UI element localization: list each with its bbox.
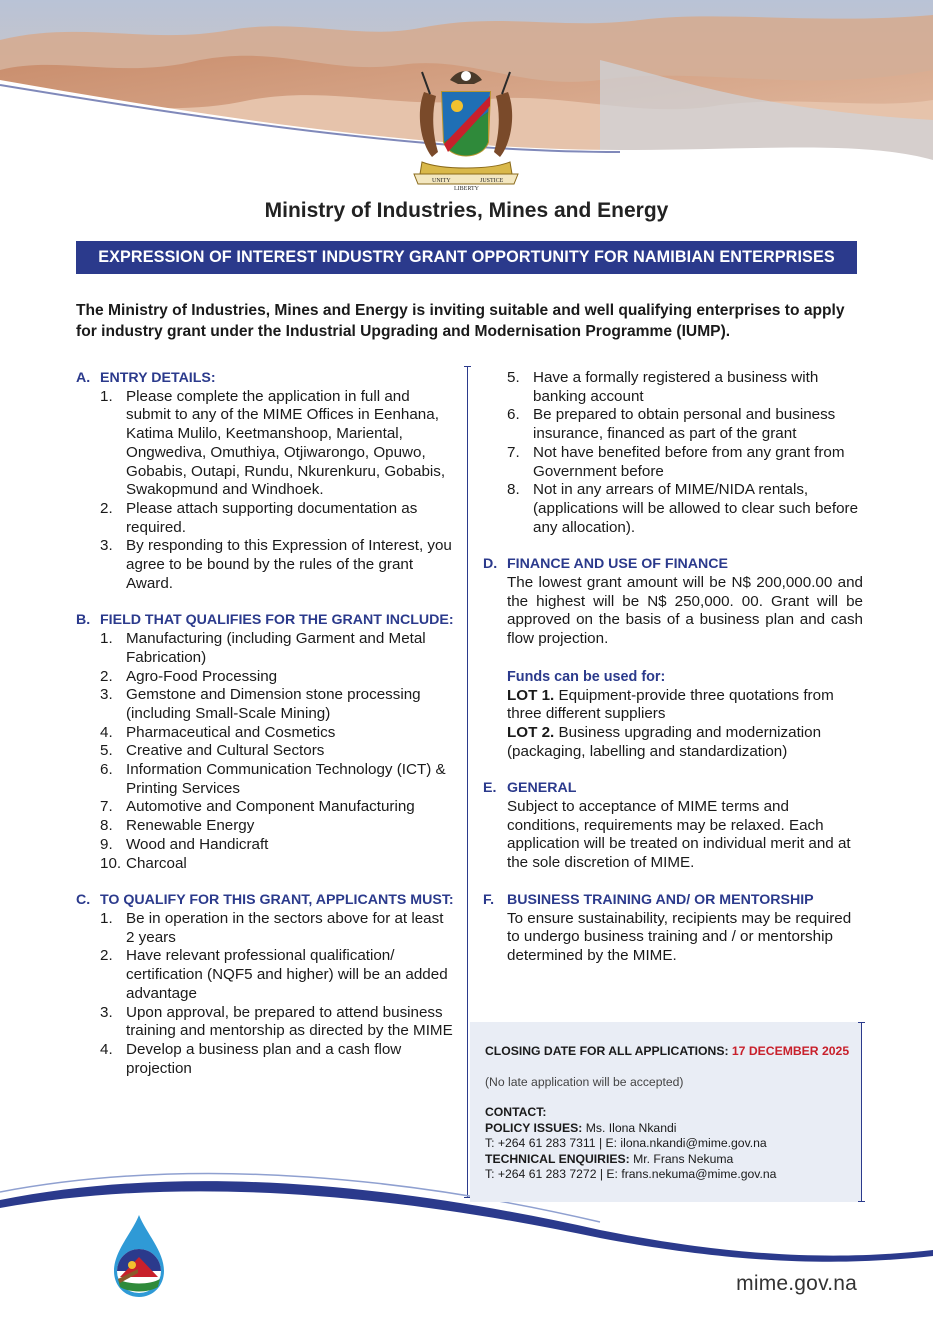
policy-label: POLICY ISSUES: bbox=[485, 1120, 583, 1135]
item-text: Gemstone and Dimension stone processing (including Small-Scale Mining) bbox=[126, 686, 421, 722]
section-title: ENTRY DETAILS: bbox=[100, 370, 216, 386]
applicant-requirements-list bbox=[76, 910, 456, 1078]
item-number: 2. bbox=[100, 499, 113, 517]
item-number: 3. bbox=[100, 686, 113, 704]
coat-of-arms-emblem bbox=[402, 62, 530, 192]
general-paragraph: Subject to acceptance of MIME terms and conditions, requirements may be relaxed. Each application will be treated on individual merit and at the sole discretion of MIME. bbox=[507, 798, 851, 872]
qualifying-fields-list bbox=[76, 630, 456, 873]
lot-2 bbox=[507, 724, 863, 761]
item-text: By responding to this Expression of Interest, you agree to be bound by the rules of the grant Award. bbox=[126, 537, 452, 592]
section-letter: A. bbox=[76, 370, 91, 386]
item-number: 1. bbox=[100, 909, 113, 927]
item-number: 3. bbox=[100, 537, 113, 555]
item-text: Have a formally registered a business with banking account bbox=[533, 369, 819, 405]
technical-label: TECHNICAL ENQUIRIES: bbox=[485, 1151, 630, 1166]
list-item bbox=[76, 742, 456, 761]
policy-name: Ms. Ilona Nkandi bbox=[585, 1120, 677, 1135]
section-title: TO QUALIFY FOR THIS GRANT, APPLICANTS MUST: bbox=[100, 892, 454, 909]
item-number: 9. bbox=[100, 835, 113, 853]
item-text: Charcoal bbox=[126, 854, 187, 872]
technical-contact-details[interactable]: T: +264 61 283 7272 | E: frans.nekuma@mime.gov.na bbox=[485, 1167, 777, 1181]
no-late-note: (No late application will be accepted) bbox=[485, 1074, 684, 1089]
item-number: 1. bbox=[100, 387, 113, 405]
section-title: BUSINESS TRAINING AND/ OR MENTORSHIP bbox=[507, 891, 814, 908]
item-text: Pharmaceutical and Cosmetics bbox=[126, 723, 336, 741]
list-item bbox=[483, 481, 863, 537]
section-c-heading bbox=[76, 891, 456, 910]
list-item bbox=[76, 686, 456, 723]
lot-1-text: Equipment-provide three quotations from three different suppliers bbox=[507, 686, 834, 723]
list-item bbox=[76, 910, 456, 947]
item-number: 8. bbox=[100, 817, 113, 835]
funds-heading: Funds can be used for: bbox=[507, 668, 666, 685]
item-number: 7. bbox=[507, 443, 520, 461]
eoi-banner bbox=[76, 241, 857, 274]
item-text: Develop a business plan and a cash flow projection bbox=[126, 1040, 402, 1077]
item-number: 10. bbox=[100, 854, 122, 872]
list-item bbox=[76, 761, 456, 798]
section-b-heading bbox=[76, 611, 456, 630]
list-item bbox=[76, 630, 456, 667]
item-text: Information Communication Technology (ICT) & Printing Services bbox=[126, 761, 446, 797]
item-number: 4. bbox=[100, 723, 113, 741]
closing-label: CLOSING DATE FOR ALL APPLICATIONS: bbox=[485, 1044, 729, 1058]
column-divider bbox=[467, 366, 468, 1198]
list-item bbox=[76, 388, 456, 500]
item-number: 5. bbox=[507, 369, 520, 386]
item-text: Please complete the application in full and submit to any of the MIME Offices in Eenhana, Katima Mulilo, Keetmanshoop, Mariental, Ongwediva, Omuthiya, Otjiwarongo, Opuwo, Gobabis, Outapi, Rundu, Nkurenkuru, Gobabis, Swakopmund and Windhoek. bbox=[126, 387, 446, 499]
list-item bbox=[76, 668, 456, 687]
item-text: Automotive and Component Manufacturing bbox=[126, 798, 415, 816]
list-item bbox=[76, 1004, 456, 1041]
section-d-heading bbox=[483, 555, 863, 574]
item-text: Not have benefited before from any grant from Government before bbox=[533, 443, 845, 480]
mime-logo bbox=[108, 1213, 170, 1299]
list-item bbox=[76, 798, 456, 817]
intro-paragraph: The Ministry of Industries, Mines and Energy is inviting suitable and well qualifying enterprises to apply for industry grant under the Industrial Upgrading and Modernisation Programme (IUMP). bbox=[76, 302, 845, 340]
list-item bbox=[76, 537, 456, 593]
item-number: 8. bbox=[507, 481, 520, 499]
list-item bbox=[76, 855, 456, 874]
item-text: Be in operation in the sectors above for at least 2 years bbox=[126, 909, 444, 946]
lot-1-label: LOT 1. bbox=[507, 686, 555, 704]
item-text: Wood and Handicraft bbox=[126, 835, 269, 853]
item-text: Agro-Food Processing bbox=[126, 667, 278, 685]
right-column bbox=[483, 369, 863, 966]
section-a-heading bbox=[76, 369, 456, 388]
item-text: Upon approval, be prepared to attend business training and mentorship as directed by the MIME bbox=[126, 1003, 453, 1040]
item-text: Please attach supporting documentation as required. bbox=[126, 499, 418, 536]
contact-box-rule bbox=[861, 1022, 862, 1202]
item-number: 3. bbox=[100, 1003, 113, 1021]
item-number: 2. bbox=[100, 667, 113, 685]
technical-name: Mr. Frans Nekuma bbox=[633, 1151, 734, 1166]
contact-box bbox=[470, 1022, 861, 1202]
list-item bbox=[76, 836, 456, 855]
applicant-requirements-list-continued bbox=[483, 369, 863, 537]
item-number: 5. bbox=[100, 742, 113, 760]
section-title: FINANCE AND USE OF FINANCE bbox=[507, 556, 728, 573]
section-letter: D. bbox=[483, 556, 498, 573]
list-item bbox=[483, 444, 863, 481]
technical-contact-line bbox=[485, 1152, 855, 1168]
list-item bbox=[483, 369, 863, 406]
section-letter: F. bbox=[483, 891, 495, 908]
list-item bbox=[76, 500, 456, 537]
section-letter: B. bbox=[76, 612, 91, 629]
item-number: 4. bbox=[100, 1040, 113, 1058]
section-letter: C. bbox=[76, 892, 91, 909]
section-e-heading bbox=[483, 779, 863, 798]
entry-details-list bbox=[76, 388, 456, 594]
list-item bbox=[76, 724, 456, 743]
item-text: Have relevant professional qualification/ certification (NQF5 and higher) will be an added advantage bbox=[126, 947, 448, 1002]
list-item bbox=[76, 1041, 456, 1078]
section-f-heading bbox=[483, 891, 863, 910]
item-number: 2. bbox=[100, 947, 113, 965]
item-text: Be prepared to obtain personal and business insurance, financed as part of the grant bbox=[533, 406, 836, 443]
lot-2-label: LOT 2. bbox=[507, 723, 555, 741]
item-number: 7. bbox=[100, 798, 113, 816]
finance-paragraph: The lowest grant amount will be N$ 200,000.00 and the highest will be N$ 250,000. 00. Grant will be approved on the basis of a business plan and cash flow projection. bbox=[507, 574, 863, 648]
website-link[interactable]: mime.gov.na bbox=[736, 1272, 857, 1295]
lot-2-text: Business upgrading and modernization (packaging, labelling and standardization) bbox=[507, 723, 822, 760]
section-title: FIELD THAT QUALIFIES FOR THE GRANT INCLUDE: bbox=[100, 612, 454, 629]
policy-contact-details[interactable]: T: +264 61 283 7311 | E: ilona.nkandi@mime.gov.na bbox=[485, 1136, 767, 1150]
list-item bbox=[483, 406, 863, 443]
contact-heading: CONTACT: bbox=[485, 1105, 547, 1119]
section-letter: E. bbox=[483, 780, 497, 797]
policy-contact-line bbox=[485, 1121, 855, 1137]
lot-1 bbox=[507, 687, 863, 724]
item-text: Renewable Energy bbox=[126, 817, 255, 835]
emblem-motto-justice: JUSTICE bbox=[480, 178, 504, 184]
mentorship-paragraph: To ensure sustainability, recipients may be required to undergo business training and / or mentorship determined by the MIME. bbox=[507, 909, 852, 964]
item-number: 6. bbox=[100, 761, 113, 779]
banner-text: EXPRESSION OF INTEREST INDUSTRY GRANT OPPORTUNITY FOR NAMIBIAN ENTERPRISES bbox=[98, 248, 835, 266]
left-column bbox=[76, 369, 456, 1078]
item-number: 6. bbox=[507, 406, 520, 424]
ministry-title: Ministry of Industries, Mines and Energy bbox=[264, 199, 669, 222]
item-text: Not in any arrears of MIME/NIDA rentals, (applications will be allowed to clear such before any allocation). bbox=[533, 481, 859, 536]
emblem-motto-liberty: LIBERTY bbox=[454, 186, 479, 192]
section-title: GENERAL bbox=[507, 780, 577, 797]
list-item bbox=[76, 817, 456, 836]
closing-date: 17 DECEMBER 2025 bbox=[731, 1044, 850, 1058]
closing-date-line bbox=[485, 1044, 855, 1060]
item-text: Manufacturing (including Garment and Metal Fabrication) bbox=[126, 630, 426, 666]
emblem-motto-unity: UNITY bbox=[432, 178, 451, 184]
item-text: Creative and Cultural Sectors bbox=[126, 742, 325, 760]
list-item bbox=[76, 947, 456, 1003]
item-number: 1. bbox=[100, 630, 113, 648]
